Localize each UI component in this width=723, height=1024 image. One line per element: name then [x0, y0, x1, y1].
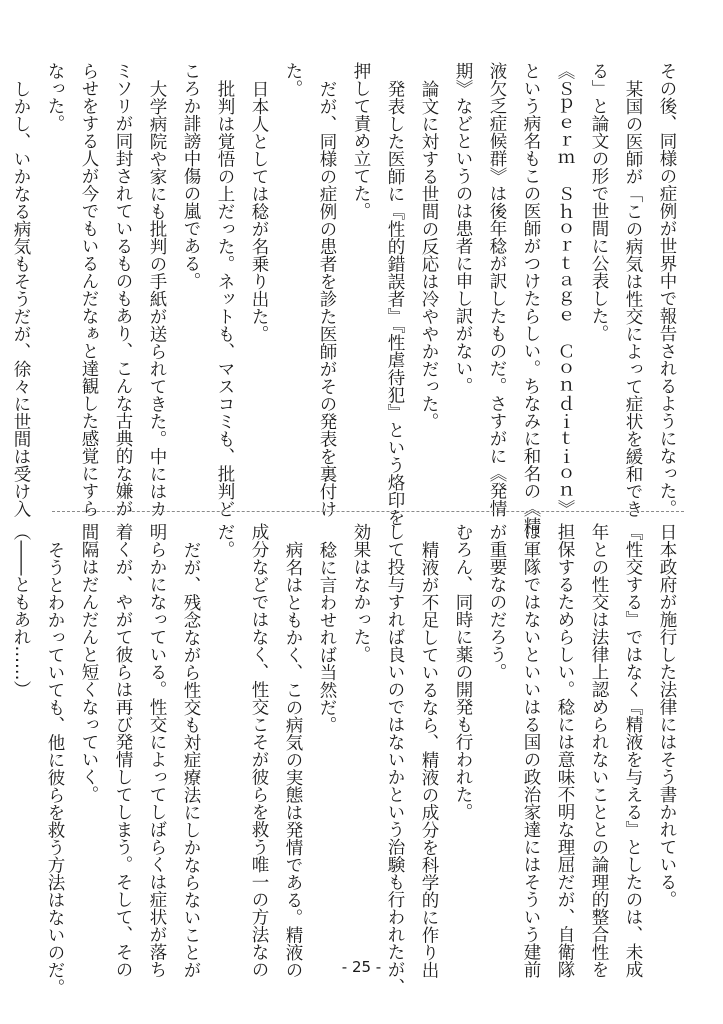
text-line: 日本人としては稔が名乗り出た。 — [249, 79, 269, 342]
text-line — [0, 523, 4, 953]
text-line: 『性交する』ではなく『精液を与える』としたのは、未成 — [623, 523, 643, 978]
text-line: 着くが、やがて彼らは再び発情してしまう。そして、その — [113, 523, 133, 978]
text-line: 批判は覚悟の上だった。ネットも、マスコミも、批判ど — [215, 79, 235, 517]
text-line: そうとわかっていても、他に彼らを救う方法はないのだ。 — [45, 540, 65, 996]
text-line: して投与すれば良いのではないかという治験も行われたが、 — [385, 523, 405, 996]
text-line: 担保するためらしい。稔には意味不明な理屈だが、自衛隊 — [555, 523, 575, 978]
text-line: 精液が不足しているなら、精液の成分を科学的に作り出 — [419, 540, 439, 978]
text-line: が重要なのだろう。 — [487, 523, 507, 681]
text-line: ミソリが同封されているものもあり、こんな古典的な嫌が — [113, 62, 133, 517]
page-number: - 25 - — [341, 958, 382, 976]
text-line: 押して責め立てた。 — [351, 62, 371, 220]
text-line: 論文に対する世間の反応は冷ややかだった。 — [419, 79, 439, 430]
text-line: だが、同様の症例の患者を診た医師がその発表を裏付け — [317, 79, 337, 517]
text-line: という病名もこの医師がつけたらしい。ちなみに和名の《精 — [521, 62, 541, 535]
text-line: 間隔はだんだんと短くなっていく。 — [79, 523, 99, 803]
text-line: 《Ｓｐｅｒｍ Ｓｈｏｒｔａｇｅ Ｃｏｎｄｉｔｉｏｎ》 — [555, 62, 575, 517]
text-line: 成分などではなく、性交こそが彼らを救う唯一の方法なの — [249, 523, 269, 978]
text-line: 年との性交は法律上認められないこととの論理的整合性を — [589, 523, 609, 978]
text-line: 某国の医師が「この病気は性交によって症状を緩和でき — [623, 79, 643, 517]
text-line: （――ともあれ……） — [11, 523, 31, 698]
text-line: なった。 — [45, 62, 65, 132]
text-line: は軍隊ではないといいはる国の政治家達にはそういう建前 — [521, 523, 541, 978]
text-line: 大学病院や家にも批判の手紙が送られてきた。中にはカ — [147, 79, 167, 517]
text-line: その後、同様の症例が世界中で報告されるようになった。 — [657, 62, 677, 517]
text-line: た。 — [283, 62, 303, 97]
text-line: 病名はともかく、この病気の実態は発情である。精液の — [283, 540, 303, 978]
section-divider — [52, 511, 684, 512]
top-text-section — [11, 62, 684, 535]
text-line: だが、残念ながら性交も対症療法にしかならないことが — [181, 540, 201, 978]
text-line: だ。 — [215, 523, 235, 558]
text-line: しかし、いかなる病気もそうだが、徐々に世間は受け入 — [11, 79, 31, 517]
text-line: る」と論文の形で世間に公表した。 — [589, 62, 609, 342]
text-line: 日本政府が施行した法律にはそう書かれている。 — [657, 523, 677, 908]
text-line: 発表した医師に『性的錯誤者』『性虐待犯』という烙印を — [385, 79, 405, 526]
text-line: ころか誹謗中傷の嵐である。 — [181, 62, 201, 290]
text-line: むろん、同時に薬の開発も行われた。 — [453, 523, 473, 821]
text-line: 液欠乏症候群》は後年稔が訳したものだ。さすがに《発情 — [487, 62, 507, 517]
text-line: 明らかになっている。性交によってしばらくは症状が落ち — [147, 523, 167, 978]
text-line: らせをする人が今でもいるんだなぁと達観した感覚にすら — [79, 62, 99, 517]
text-line: 期》などというのは患者に申し訳がない。 — [453, 62, 473, 395]
text-line: 効果はなかった。 — [351, 523, 371, 663]
text-line: 稔に言わせれば当然だ。 — [317, 540, 337, 733]
